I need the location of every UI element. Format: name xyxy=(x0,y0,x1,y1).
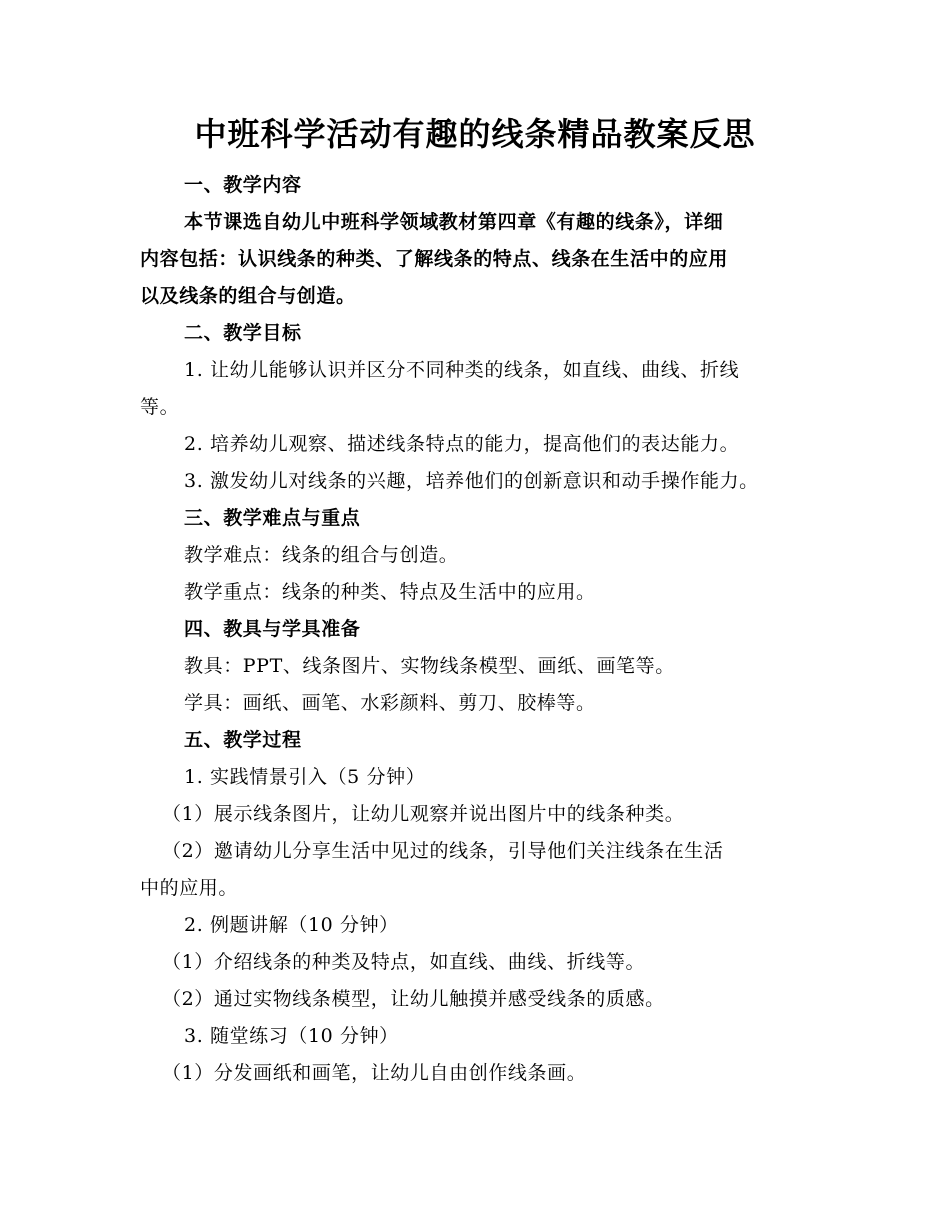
list-item: 2. 培养幼儿观察、描述线条特点的能力，提高他们的表达能力。 xyxy=(184,433,740,455)
paragraph-line: 教学难点：线条的组合与创造。 xyxy=(184,544,459,566)
section-heading-difficulties: 三、教学难点与重点 xyxy=(184,507,361,529)
paragraph-line: 教具：PPT、线条图片、实物线条模型、画纸、画笔等。 xyxy=(184,655,675,677)
sub-list-item: （2）邀请幼儿分享生活中见过的线条，引导他们关注线条在生活 xyxy=(162,840,724,862)
list-item: 1. 实践情景引入（5 分钟） xyxy=(184,766,426,788)
paragraph-line: 教学重点：线条的种类、特点及生活中的应用。 xyxy=(184,581,596,603)
section-heading-process: 五、教学过程 xyxy=(184,729,302,751)
page-title: 中班科学活动有趣的线条精品教案反思 xyxy=(194,115,756,153)
sub-list-item: （1）展示线条图片，让幼儿观察并说出图片中的线条种类。 xyxy=(162,803,685,825)
sub-list-item: （2）通过实物线条模型，让幼儿触摸并感受线条的质感。 xyxy=(162,988,665,1010)
paragraph-line: 本节课选自幼儿中班科学领域教材第四章《有趣的线条》，详细 xyxy=(184,211,724,233)
sub-list-item: （1）分发画纸和画笔，让幼儿自由创作线条画。 xyxy=(162,1062,587,1084)
paragraph-line: 内容包括：认识线条的种类、了解线条的特点、线条在生活中的应用 xyxy=(140,248,729,270)
section-heading-teaching-goals: 二、教学目标 xyxy=(184,322,302,344)
sub-list-item: （1）介绍线条的种类及特点，如直线、曲线、折线等。 xyxy=(162,951,646,973)
list-item: 1. 让幼儿能够认识并区分不同种类的线条，如直线、曲线、折线 xyxy=(184,359,740,381)
paragraph-line: 以及线条的组合与创造。 xyxy=(140,285,356,307)
list-item: 3. 激发幼儿对线条的兴趣，培养他们的创新意识和动手操作能力。 xyxy=(184,470,759,492)
document-body xyxy=(140,167,820,1092)
list-item: 3. 随堂练习（10 分钟） xyxy=(184,1025,399,1047)
section-heading-materials: 四、教具与学具准备 xyxy=(184,618,361,640)
list-item: 2. 例题讲解（10 分钟） xyxy=(184,914,399,936)
list-item-continuation: 等。 xyxy=(140,396,180,418)
paragraph-line: 学具：画纸、画笔、水彩颜料、剪刀、胶棒等。 xyxy=(184,692,596,714)
sub-list-item-continuation: 中的应用。 xyxy=(140,877,239,899)
section-heading-teaching-content: 一、教学内容 xyxy=(184,174,302,196)
